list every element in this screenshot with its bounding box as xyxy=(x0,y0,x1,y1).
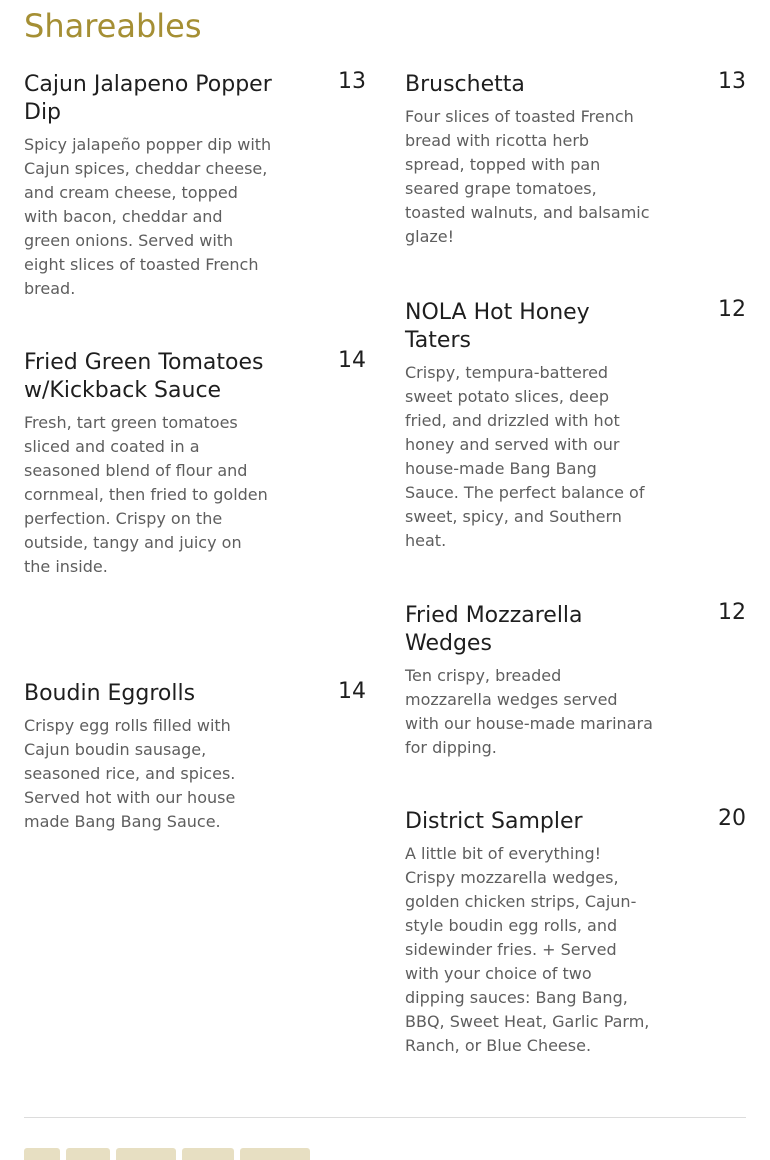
menu-item-nola-hot-honey-taters xyxy=(405,299,746,553)
menu-item-description: Spicy jalapeño popper dip with Cajun spices, cheddar cheese, and cream cheese, topped with bacon, cheddar and green onions. Served with eight slices of toasted French bread. xyxy=(24,135,272,298)
menu-item-description: A little bit of everything! Crispy mozzarella wedges, golden chicken strips, Cajun-style boudin egg rolls, and sidewinder fries. + Served with your choice of two dipping sauces: Bang Bang, BBQ, Sweet Heat, Garlic Parm, Ranch, or Blue Cheese. xyxy=(405,844,650,1055)
menu-item-name: District Sampler xyxy=(405,809,583,834)
menu-item-fried-green-tomatoes xyxy=(24,349,366,579)
menu-item-cajun-jalapeno-popper-dip xyxy=(24,71,366,301)
menu-item-name: Cajun Jalapeno Popper Dip xyxy=(24,72,272,125)
section-title: Shareables xyxy=(24,7,202,45)
menu-item-description: Fresh, tart green tomatoes sliced and coated in a seasoned blend of flour and cornmeal, then fried to golden perfection. Crispy on the outside, tangy and juicy on the inside. xyxy=(24,413,268,576)
menu-item-price: 13 xyxy=(338,69,366,94)
menu-item-district-sampler xyxy=(405,808,746,1058)
menu-item-price: 14 xyxy=(338,348,366,373)
menu-item-price: 14 xyxy=(338,679,366,704)
menu-item-price: 12 xyxy=(718,600,746,625)
menu-item-name: Fried Green Tomatoes w/Kickback Sauce xyxy=(24,350,264,403)
menu-item-price: 13 xyxy=(718,69,746,94)
menu-item-bruschetta xyxy=(405,71,746,249)
menu-item-price: 12 xyxy=(718,297,746,322)
menu-item-name: Fried Mozzarella Wedges xyxy=(405,603,583,656)
menu-item-description: Crispy, tempura-battered sweet potato slices, deep fried, and drizzled with hot honey and served with our house-made Bang Bang Sauce. The perfect balance of sweet, spicy, and Southern heat. xyxy=(405,363,645,550)
menu-item-description: Ten crispy, breaded mozzarella wedges served with our house-made marinara for dipping. xyxy=(405,666,653,757)
menu-item-name: Boudin Eggrolls xyxy=(24,681,196,706)
menu-item-boudin-eggrolls xyxy=(24,680,366,834)
menu-item-description: Four slices of toasted French bread with ricotta herb spread, topped with pan seared grape tomatoes, toasted walnuts, and balsamic glaze! xyxy=(405,107,650,246)
menu-item-name: Bruschetta xyxy=(405,72,525,97)
menu-item-price: 20 xyxy=(718,806,746,831)
menu-item-fried-mozzarella-wedges xyxy=(405,602,746,760)
menu-item-name: NOLA Hot Honey Taters xyxy=(405,300,590,353)
next-section-heading-cutoff xyxy=(24,1148,354,1160)
menu-item-description: Crispy egg rolls filled with Cajun boudin sausage, seasoned rice, and spices. Served hot with our house made Bang Bang Sauce. xyxy=(24,716,236,831)
section-divider xyxy=(24,1117,746,1118)
